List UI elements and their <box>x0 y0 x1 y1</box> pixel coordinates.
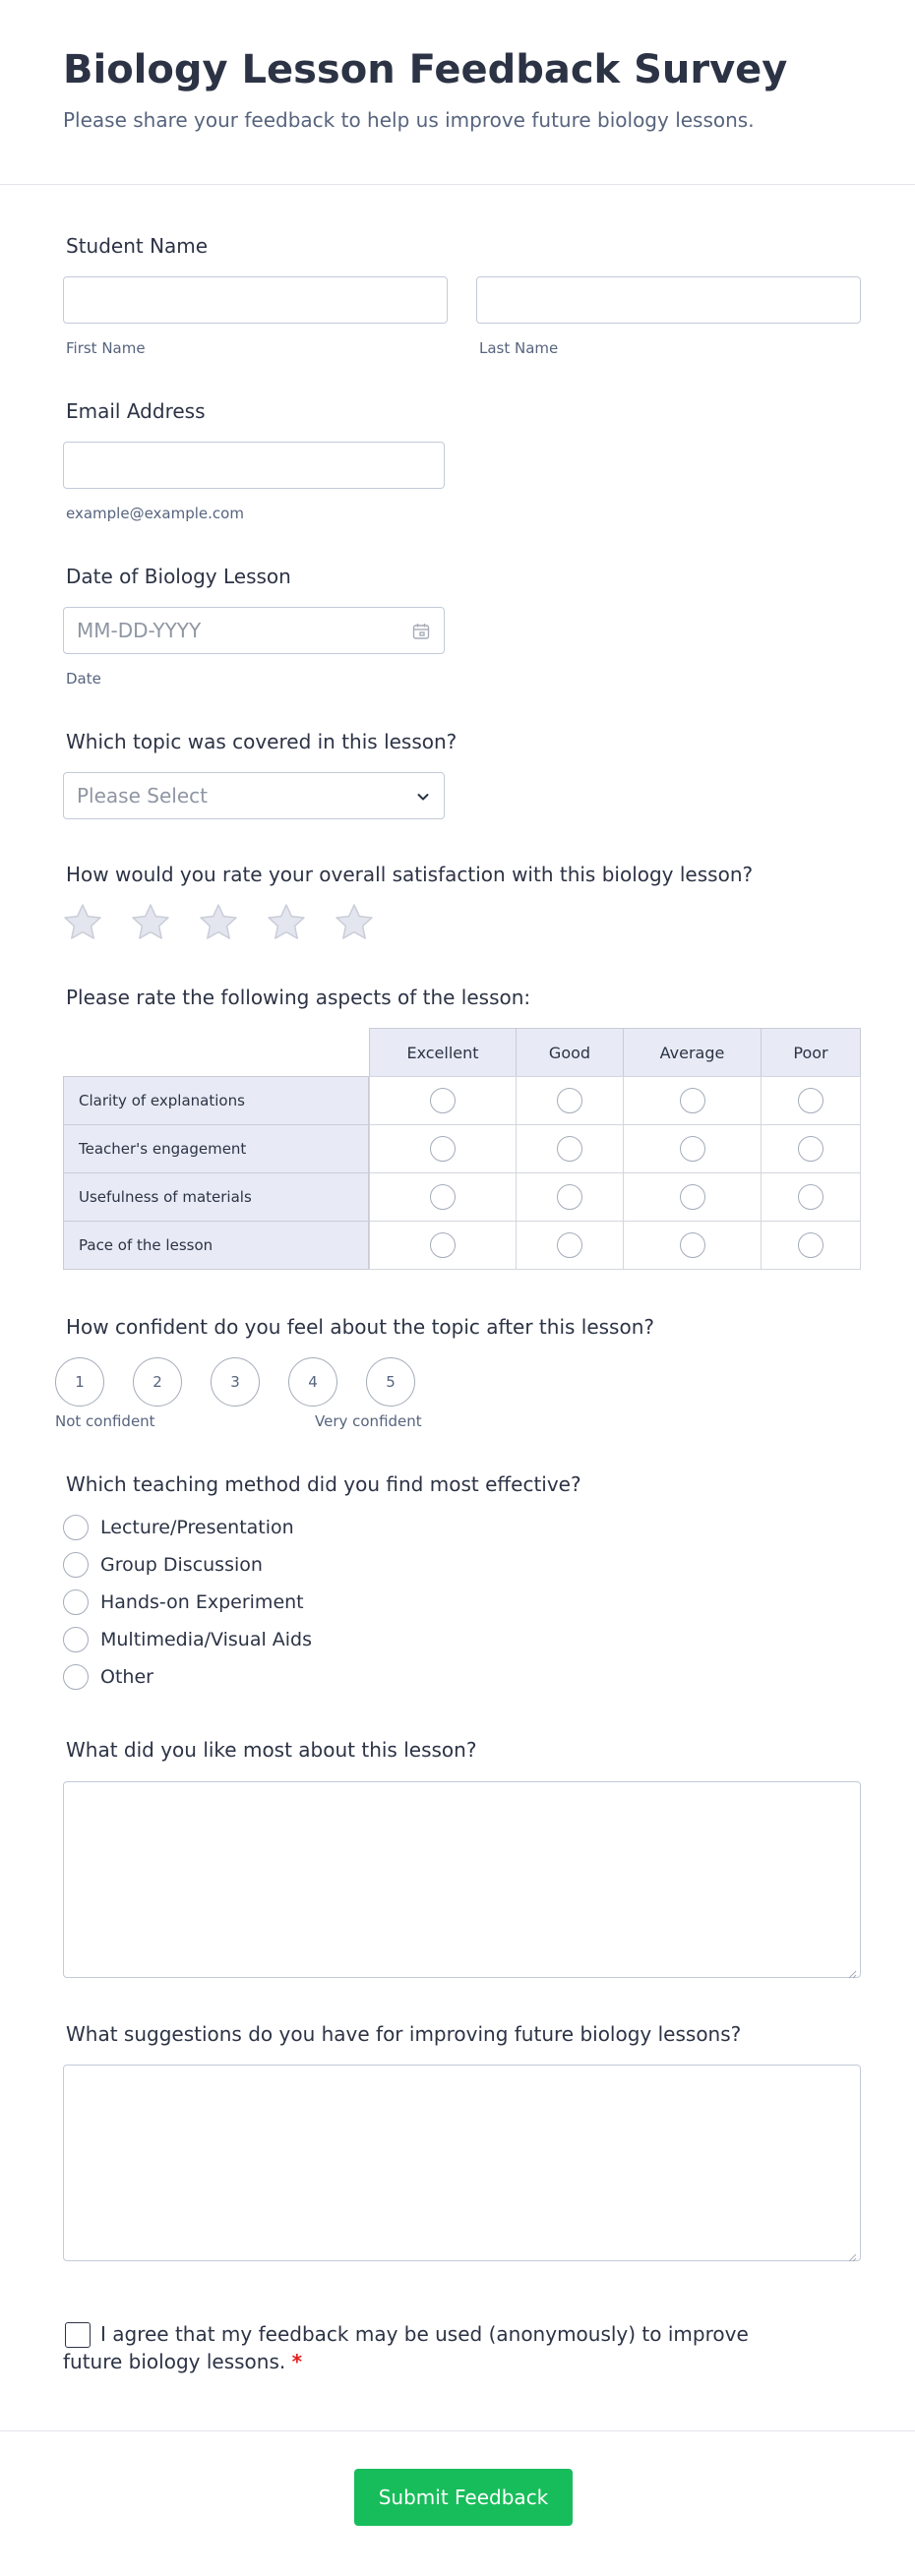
first-name-sublabel: First Name <box>66 339 146 357</box>
topic-select[interactable] <box>63 772 445 819</box>
page-title: Biology Lesson Feedback Survey <box>63 47 788 92</box>
suggestions-textarea[interactable] <box>63 2065 861 2261</box>
matrix-cell <box>369 1172 517 1222</box>
last-name-input[interactable] <box>476 276 861 324</box>
lesson-date-input[interactable] <box>63 607 445 654</box>
matrix-row-label: Pace of the lesson <box>63 1221 369 1270</box>
matrix-radio[interactable] <box>680 1184 705 1210</box>
star-icon[interactable] <box>199 903 238 942</box>
star-icon[interactable] <box>131 903 170 942</box>
star-icon[interactable] <box>267 903 306 942</box>
matrix-column-header: Poor <box>761 1028 861 1077</box>
student-name-label: Student Name <box>66 234 209 258</box>
scale-option[interactable]: 3 <box>211 1357 260 1407</box>
matrix-radio[interactable] <box>430 1088 456 1113</box>
matrix-radio[interactable] <box>798 1232 824 1258</box>
matrix-cell <box>761 1172 861 1222</box>
liked-textarea[interactable] <box>63 1781 861 1978</box>
matrix-column-header: Average <box>623 1028 762 1077</box>
method-option-label: Multimedia/Visual Aids <box>100 1629 313 1650</box>
matrix-cell <box>761 1076 861 1125</box>
method-option[interactable] <box>63 1627 312 1652</box>
matrix-cell <box>516 1124 624 1173</box>
matrix-radio[interactable] <box>680 1136 705 1162</box>
matrix-cell <box>516 1221 624 1270</box>
matrix-row-label: Clarity of explanations <box>63 1076 369 1125</box>
topic-selected-value: Please Select <box>77 784 208 808</box>
satisfaction-label: How would you rate your overall satisfaction with this biology lesson? <box>66 863 754 886</box>
scale-option[interactable]: 2 <box>133 1357 182 1407</box>
method-option-label: Hands-on Experiment <box>100 1591 304 1613</box>
matrix-cell <box>369 1124 517 1173</box>
method-option-label: Group Discussion <box>100 1554 263 1576</box>
matrix-radio[interactable] <box>680 1232 705 1258</box>
matrix-radio[interactable] <box>680 1088 705 1113</box>
matrix-radio[interactable] <box>430 1184 456 1210</box>
method-option-label: Lecture/Presentation <box>100 1517 294 1538</box>
resize-handle-icon[interactable] <box>847 2247 857 2257</box>
method-option[interactable] <box>63 1589 304 1615</box>
matrix-cell <box>761 1221 861 1270</box>
matrix-radio[interactable] <box>798 1088 824 1113</box>
matrix-cell <box>623 1124 762 1173</box>
email-input[interactable] <box>63 442 445 489</box>
matrix-cell <box>761 1124 861 1173</box>
matrix-row-label: Teacher's engagement <box>63 1124 369 1173</box>
star-icon[interactable] <box>63 903 102 942</box>
matrix-cell <box>369 1076 517 1125</box>
star-icon[interactable] <box>335 903 374 942</box>
required-mark: * <box>291 2350 303 2373</box>
matrix-cell <box>516 1172 624 1222</box>
lesson-date-label: Date of Biology Lesson <box>66 565 291 588</box>
matrix-radio[interactable] <box>557 1088 582 1113</box>
calendar-icon[interactable] <box>411 622 431 641</box>
radio-circle[interactable] <box>63 1664 89 1690</box>
method-label: Which teaching method did you find most effective? <box>66 1472 581 1496</box>
scale-option[interactable]: 1 <box>55 1357 104 1407</box>
matrix-radio[interactable] <box>557 1232 582 1258</box>
matrix-cell <box>623 1221 762 1270</box>
method-option[interactable] <box>63 1664 153 1690</box>
matrix-cell <box>369 1221 517 1270</box>
submit-button[interactable]: Submit Feedback <box>354 2469 573 2526</box>
matrix-radio[interactable] <box>798 1136 824 1162</box>
matrix-cell <box>623 1076 762 1125</box>
consent-text: I agree that my feedback may be used (anonymously) to improve future biology lessons. <box>63 2322 749 2373</box>
radio-circle[interactable] <box>63 1627 89 1652</box>
scale-low-label: Not confident <box>55 1412 155 1430</box>
matrix-cell <box>623 1172 762 1222</box>
matrix-radio[interactable] <box>798 1184 824 1210</box>
email-label: Email Address <box>66 399 206 423</box>
lesson-date-placeholder: MM-DD-YYYY <box>77 619 202 642</box>
header-divider <box>0 184 915 185</box>
matrix-radio[interactable] <box>430 1136 456 1162</box>
email-sublabel: example@example.com <box>66 505 244 522</box>
lesson-date-sublabel: Date <box>66 670 101 688</box>
radio-circle[interactable] <box>63 1552 89 1578</box>
radio-circle[interactable] <box>63 1589 89 1615</box>
matrix-label: Please rate the following aspects of the lesson: <box>66 986 531 1009</box>
footer-divider <box>0 2430 915 2431</box>
consent-text-block <box>63 2320 771 2375</box>
matrix-column-header: Good <box>516 1028 624 1077</box>
scale-option[interactable]: 5 <box>366 1357 415 1407</box>
first-name-input[interactable] <box>63 276 448 324</box>
resize-handle-icon[interactable] <box>847 1964 857 1974</box>
matrix-column-header: Excellent <box>369 1028 517 1077</box>
radio-circle[interactable] <box>63 1515 89 1540</box>
last-name-sublabel: Last Name <box>479 339 559 357</box>
chevron-down-icon[interactable] <box>414 788 432 806</box>
confidence-label: How confident do you feel about the topic after this lesson? <box>66 1315 655 1339</box>
method-option[interactable] <box>63 1515 294 1540</box>
topic-label: Which topic was covered in this lesson? <box>66 730 458 753</box>
matrix-radio[interactable] <box>430 1232 456 1258</box>
suggestions-label: What suggestions do you have for improving future biology lessons? <box>66 2022 742 2046</box>
rating-matrix <box>63 1028 861 1272</box>
scale-option[interactable]: 4 <box>288 1357 337 1407</box>
matrix-cell <box>516 1076 624 1125</box>
method-option-label: Other <box>100 1666 153 1688</box>
matrix-row-label: Usefulness of materials <box>63 1172 369 1222</box>
matrix-radio[interactable] <box>557 1136 582 1162</box>
scale-high-label: Very confident <box>315 1412 422 1430</box>
matrix-radio[interactable] <box>557 1184 582 1210</box>
page-subtitle: Please share your feedback to help us improve future biology lessons. <box>63 108 755 132</box>
method-option[interactable] <box>63 1552 263 1578</box>
liked-label: What did you like most about this lesson? <box>66 1738 477 1762</box>
